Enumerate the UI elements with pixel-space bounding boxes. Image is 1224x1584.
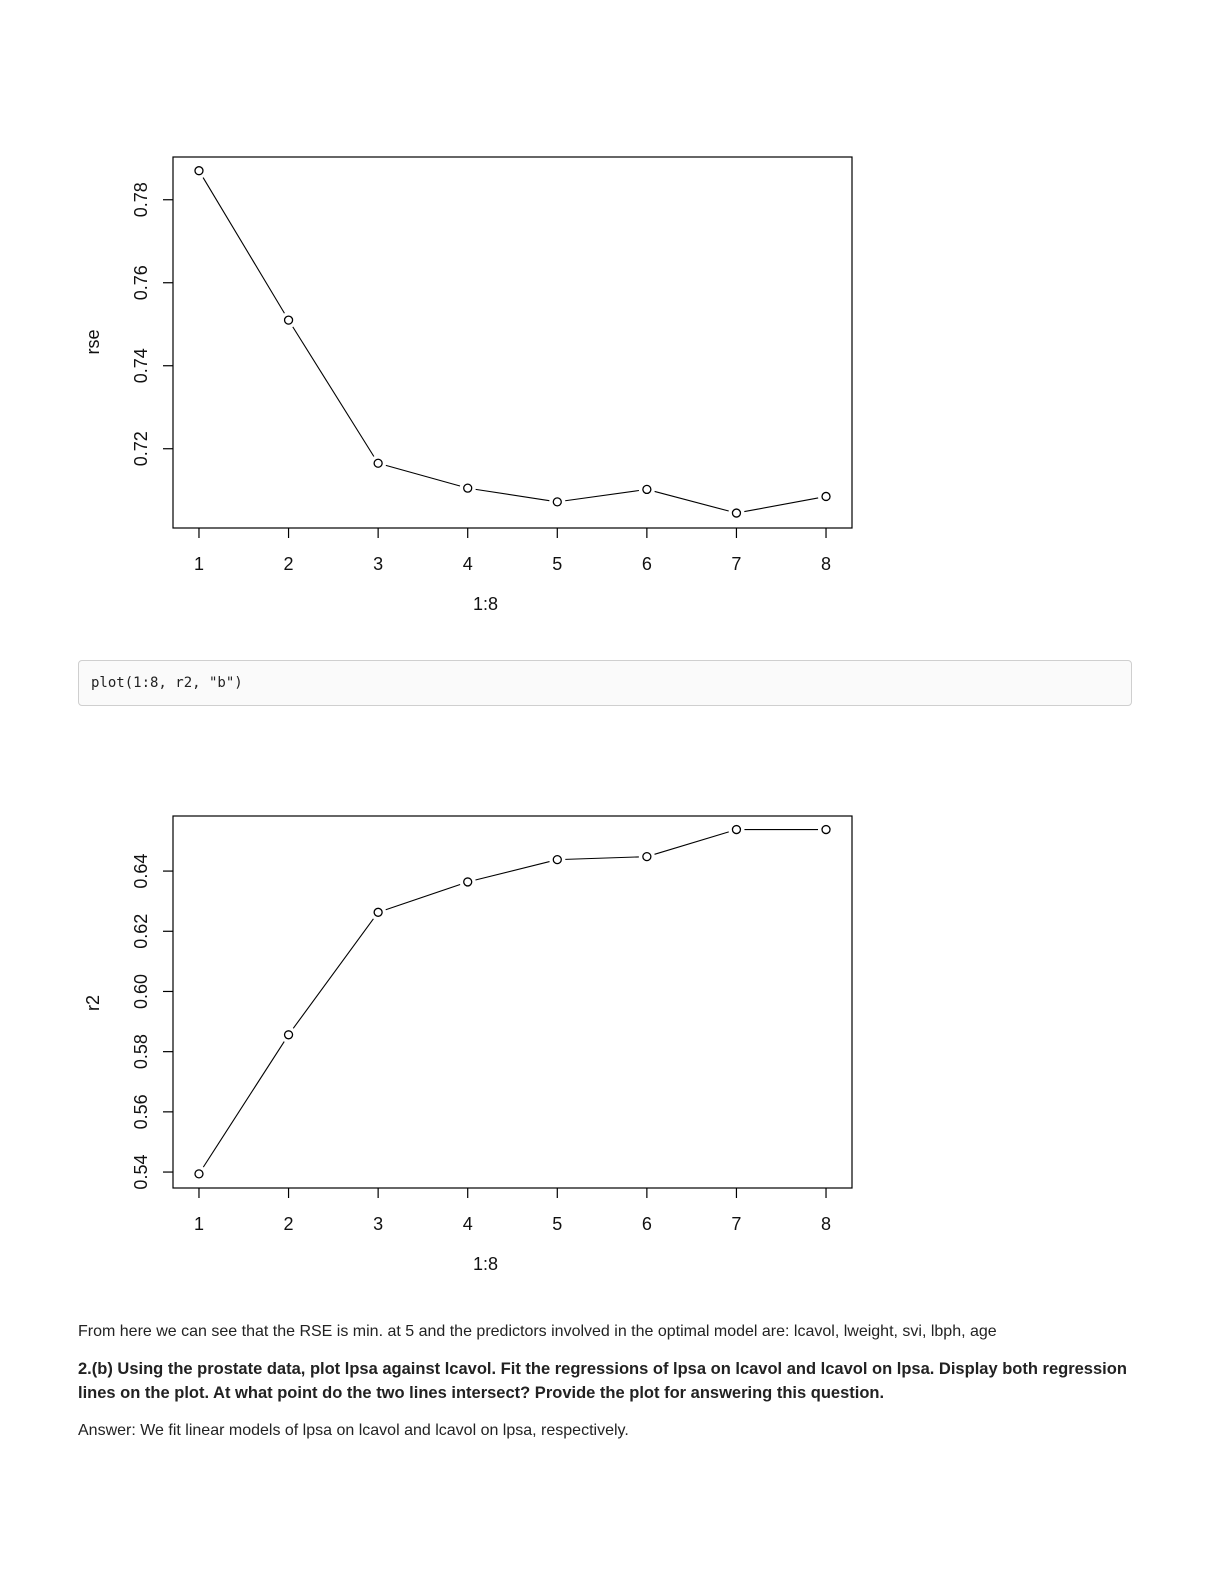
r2-x-tick-label: 2: [283, 1214, 294, 1234]
rse-y-tick-label: 0.72: [131, 431, 151, 467]
r2-y-tick-label: 0.58: [131, 1034, 151, 1070]
rse-x-tick-label: 3: [373, 554, 384, 574]
r2-data-point: [553, 856, 561, 864]
r2-x-tick-label: 3: [373, 1214, 384, 1234]
r2-line-segment: [565, 857, 639, 859]
r2-x-tick-label: 4: [462, 1214, 473, 1234]
r2-x-tick-label: 1: [193, 1214, 204, 1234]
answer-paragraph: Answer: We fit linear models of lpsa on lcavol and lcavol on lpsa, respectively.: [78, 1422, 629, 1439]
r2-data-point: [285, 1031, 293, 1039]
rse-x-tick-label: 6: [641, 554, 652, 574]
rse-x-tick-label: 7: [731, 554, 742, 574]
rse-x-tick-label: 1: [193, 554, 204, 574]
rse-x-axis-title: 1:8: [472, 594, 499, 614]
r2-line-segment: [655, 832, 729, 854]
r2-data-point: [822, 826, 830, 834]
r2-y-tick-label: 0.60: [131, 973, 151, 1009]
r2-y-tick-label: 0.56: [131, 1094, 151, 1130]
r2-plot-frame: [173, 816, 852, 1188]
r2-line-segment: [293, 919, 373, 1029]
rse-y-tick-label: 0.78: [131, 182, 151, 218]
rse-y-tick-label: 0.74: [131, 348, 151, 384]
r2-y-axis-title: r2: [83, 994, 103, 1012]
r2-y-tick-label: 0.62: [131, 913, 151, 949]
rse-x-tick-label: 8: [821, 554, 832, 574]
r2-x-tick-label: 5: [552, 1214, 563, 1234]
r2-data-point: [374, 908, 382, 916]
code-text: plot(1:8, r2, "b"): [91, 675, 243, 691]
r2-x-tick-label: 7: [731, 1214, 742, 1234]
r2-line-segment: [475, 862, 549, 880]
rse-x-tick-label: 2: [283, 554, 294, 574]
rse-x-tick-label: 4: [462, 554, 473, 574]
finding-paragraph: From here we can see that the RSE is min. at 5 and the predictors involved in the optimal model are: lcavol, lweight, svi, lbph, age: [78, 1323, 997, 1340]
r2-data-point: [732, 826, 740, 834]
r2-data-point: [464, 878, 472, 886]
r2-y-tick-label: 0.54: [131, 1154, 151, 1190]
r2-line-segment: [386, 884, 460, 909]
rse-x-tick-label: 5: [552, 554, 563, 574]
r2-x-tick-label: 6: [641, 1214, 652, 1234]
r2-data-point: [643, 853, 651, 861]
rse-y-axis-title: rse: [83, 329, 103, 355]
r2-y-tick-label: 0.64: [131, 853, 151, 889]
r2-x-axis-title: 1:8: [472, 1254, 499, 1274]
r2-data-point: [195, 1170, 203, 1178]
r2-line-segment: [203, 1042, 284, 1168]
r2-x-tick-label: 8: [821, 1214, 832, 1234]
question-paragraph: 2.(b) Using the prostate data, plot lpsa against lcavol. Fit the regressions of lpsa on lcavol and lcavol on lpsa. Display both regression lines on the plot. At what point do the two lines intersect? Provide the plot for answering this question.: [78, 1360, 1127, 1402]
rse-y-tick-label: 0.76: [131, 265, 151, 301]
